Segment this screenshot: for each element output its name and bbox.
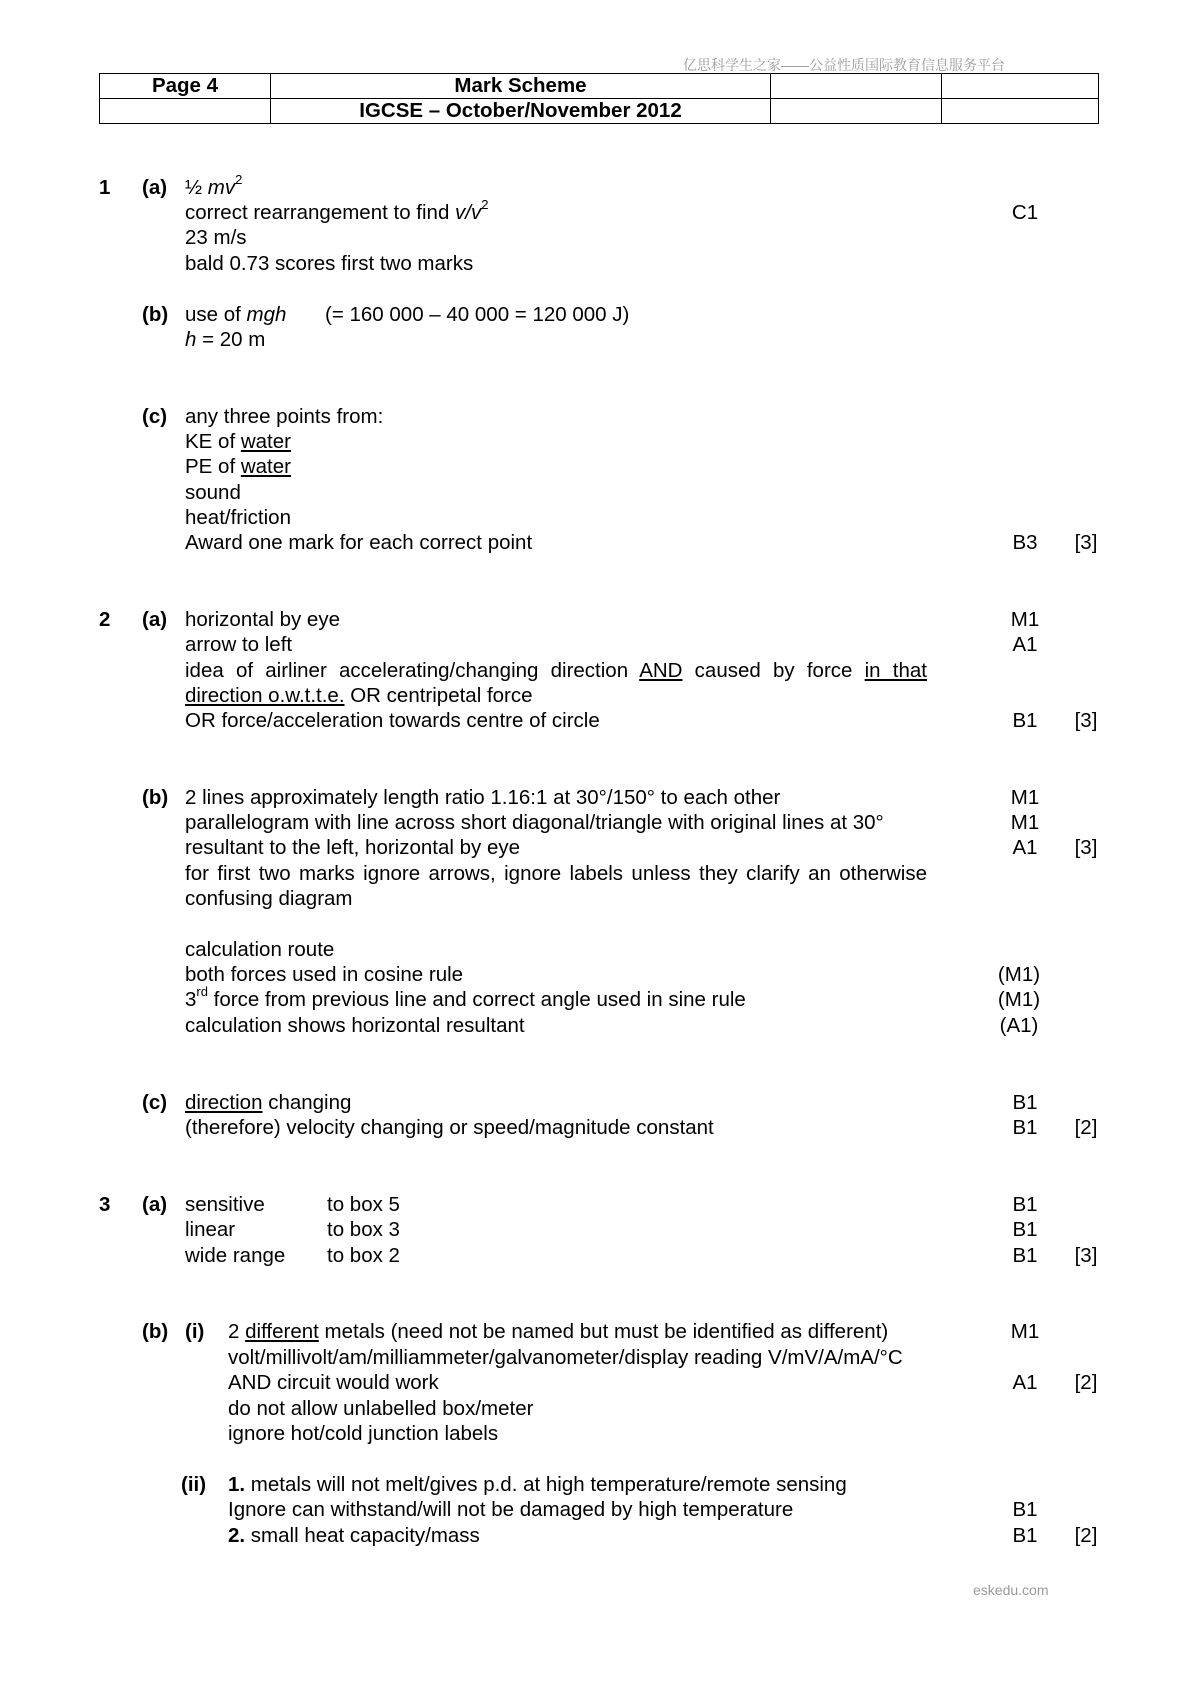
matching-term: sensitive [185, 1193, 265, 1216]
header-table [99, 73, 1099, 124]
answer-line: calculation route [185, 938, 335, 961]
answer-line: sound [185, 481, 241, 504]
header-empty-cell [942, 99, 1099, 124]
part-label: (a) [142, 176, 168, 199]
page-number: Page 4 [100, 74, 271, 99]
matching-box: to box 5 [327, 1193, 400, 1216]
part-label: (c) [142, 1091, 168, 1114]
answer-line: use of mgh [185, 303, 287, 326]
answer-line: ½ $mv^2$ [185, 172, 243, 199]
subpart-label: (ii) [181, 1473, 207, 1496]
mark-code: B1 [1012, 1244, 1038, 1267]
answer-line: OR force/acceleration towards centre of circle [185, 709, 600, 732]
answer-line: idea of airliner accelerating/changing direction AND caused by force in that [185, 659, 927, 682]
mark-code: M1 [1010, 786, 1040, 809]
total-marks: [3] [1074, 709, 1098, 732]
part-label: (b) [142, 786, 169, 809]
exam-session: IGCSE – October/November 2012 [271, 99, 771, 124]
mark-code: B1 [1012, 709, 1038, 732]
mark-code: (M1) [997, 988, 1041, 1011]
mark-code: M1 [1010, 811, 1040, 834]
mark-code: M1 [1010, 1320, 1040, 1343]
matching-box: to box 3 [327, 1218, 400, 1241]
answer-line: 23 m/s [185, 226, 247, 249]
mark-code: B1 [1012, 1218, 1038, 1241]
answer-line: 3rd force from previous line and correct angle used in sine rule [185, 984, 746, 1011]
answer-line: direction o.w.t.t.e. OR centripetal force [185, 684, 533, 707]
question-number: 2 [99, 608, 111, 631]
answer-line: volt/millivolt/am/milliammeter/galvanometer/display reading V/mV/A/mA/°C [228, 1346, 903, 1369]
answer-line: direction changing [185, 1091, 352, 1114]
answer-line: confusing diagram [185, 887, 353, 910]
answer-line: heat/friction [185, 506, 291, 529]
total-marks: [3] [1074, 836, 1098, 859]
answer-line: 1. metals will not melt/gives p.d. at high temperature/remote sensing [228, 1473, 847, 1496]
total-marks: [2] [1074, 1116, 1098, 1139]
answer-line: any three points from: [185, 405, 384, 428]
answer-line: for first two marks ignore arrows, ignore labels unless they clarify an otherwise [185, 862, 927, 885]
answer-line: (therefore) velocity changing or speed/magnitude constant [185, 1116, 714, 1139]
answer-line: Ignore can withstand/will not be damaged by high temperature [228, 1498, 794, 1521]
matching-term: wide range [185, 1244, 286, 1267]
mark-code: (M1) [997, 963, 1041, 986]
mark-code: A1 [1012, 633, 1038, 656]
mark-code: (A1) [999, 1014, 1039, 1037]
answer-line: correct rearrangement to find $v/v^2$ [185, 197, 489, 224]
answer-line: AND circuit would work [228, 1371, 439, 1394]
total-marks: [2] [1074, 1371, 1098, 1394]
part-label: (a) [142, 1193, 168, 1216]
header-empty-cell [771, 74, 942, 99]
mark-code: B1 [1012, 1091, 1038, 1114]
part-label: (c) [142, 405, 168, 428]
header-empty-cell [100, 99, 271, 124]
mark-code: A1 [1012, 1371, 1038, 1394]
answer-line: calculation shows horizontal resultant [185, 1014, 525, 1037]
header-empty-cell [942, 74, 1099, 99]
answer-line: PE of water [185, 455, 291, 478]
answer-line: do not allow unlabelled box/meter [228, 1397, 534, 1420]
answer-line: h = 20 m [185, 328, 266, 351]
answer-line: parallelogram with line across short diagonal/triangle with original lines at 30° [185, 811, 884, 834]
mark-code: B1 [1012, 1524, 1038, 1547]
answer-line: arrow to left [185, 633, 293, 656]
total-marks: [3] [1074, 531, 1098, 554]
answer-line: both forces used in cosine rule [185, 963, 464, 986]
answer-line: resultant to the left, horizontal by eye [185, 836, 521, 859]
total-marks: [2] [1074, 1524, 1098, 1547]
mark-code: B3 [1012, 531, 1038, 554]
header-empty-cell [771, 99, 942, 124]
document-title: Mark Scheme [271, 74, 771, 99]
answer-line: KE of water [185, 430, 291, 453]
part-label: (a) [142, 608, 168, 631]
answer-line: 2 lines approximately length ratio 1.16:1 at 30°/150° to each other [185, 786, 781, 809]
answer-line: Award one mark for each correct point [185, 531, 533, 554]
mark-code: M1 [1010, 608, 1040, 631]
answer-line: ignore hot/cold junction labels [228, 1422, 499, 1445]
question-number: 1 [99, 176, 111, 199]
mark-code: B1 [1012, 1498, 1038, 1521]
total-marks: [3] [1074, 1244, 1098, 1267]
answer-line: 2 different metals (need not be named but must be identified as different) [228, 1320, 889, 1343]
mark-code: C1 [1011, 201, 1039, 224]
mark-code: A1 [1012, 836, 1038, 859]
answer-line: horizontal by eye [185, 608, 340, 631]
part-label: (b) [142, 1320, 169, 1343]
watermark-bottom: eskedu.com [973, 1582, 1049, 1598]
answer-line: 2. small heat capacity/mass [228, 1524, 480, 1547]
answer-calculation: (= 160 000 – 40 000 = 120 000 J) [325, 303, 630, 326]
part-label: (b) [142, 303, 169, 326]
subpart-label: (i) [185, 1320, 205, 1343]
matching-box: to box 2 [327, 1244, 400, 1267]
matching-term: linear [185, 1218, 236, 1241]
mark-code: B1 [1012, 1193, 1038, 1216]
watermark-top: 亿思科学生之家——公益性质国际教育信息服务平台 [683, 57, 1005, 73]
mark-code: B1 [1012, 1116, 1038, 1139]
question-number: 3 [99, 1193, 111, 1216]
answer-line: bald 0.73 scores first two marks [185, 252, 474, 275]
